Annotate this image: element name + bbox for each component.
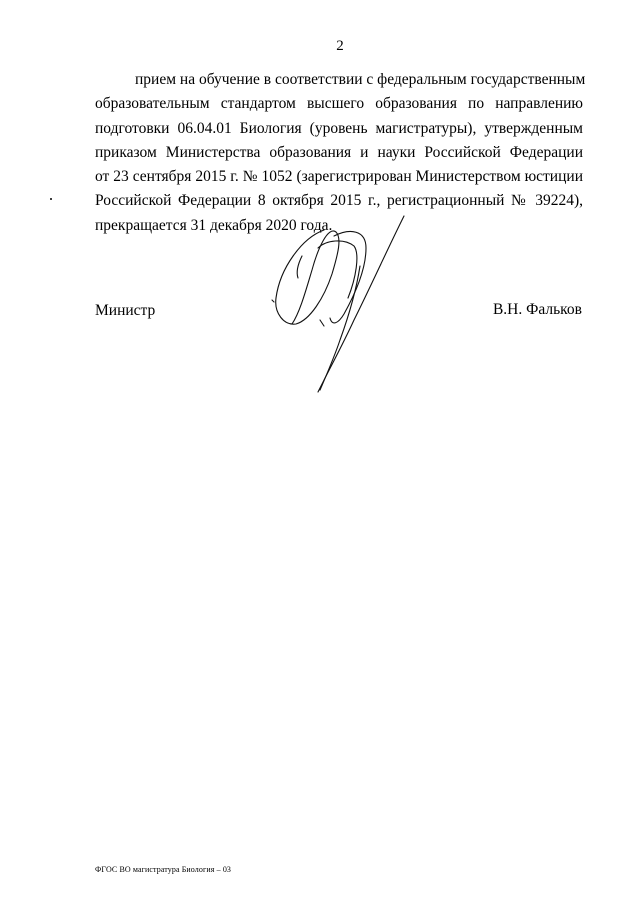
signature-stroke xyxy=(320,266,360,390)
paragraph-line: приказом Министерства образования и науки Российской Федерации xyxy=(95,143,583,161)
page-number: 2 xyxy=(336,38,344,54)
signature-stroke xyxy=(276,230,339,324)
handwritten-signature xyxy=(262,208,412,398)
signatory-name: В.Н. Фальков xyxy=(492,301,582,318)
footer-reference: ФГОС ВО магистратура Биология – 03 xyxy=(95,865,232,874)
stray-mark xyxy=(50,198,52,200)
signatory-title: Министр xyxy=(95,302,156,319)
paragraph-line: подготовки 06.04.01 Биология (уровень магистратуры), утвержденным xyxy=(95,119,583,137)
paragraph-line: Российской Федерации 8 октября 2015 г., регистрационный № 39224), xyxy=(95,192,583,210)
signature-stroke xyxy=(297,256,302,278)
paragraph-line: прием на обучение в соответствии с федеральным государственным xyxy=(135,71,586,88)
paragraph-line: образовательным стандартом высшего образования по направлению xyxy=(95,95,583,113)
signature-stroke xyxy=(272,300,274,302)
signature-stroke xyxy=(318,241,357,298)
paragraph-line: от 23 сентября 2015 г. № 1052 (зарегистрирован Министерством юстиции xyxy=(95,168,583,186)
signature-stroke xyxy=(330,232,366,323)
paragraph-line: прекращается 31 декабря 2020 года. xyxy=(95,216,333,234)
signature-stroke xyxy=(320,320,324,326)
